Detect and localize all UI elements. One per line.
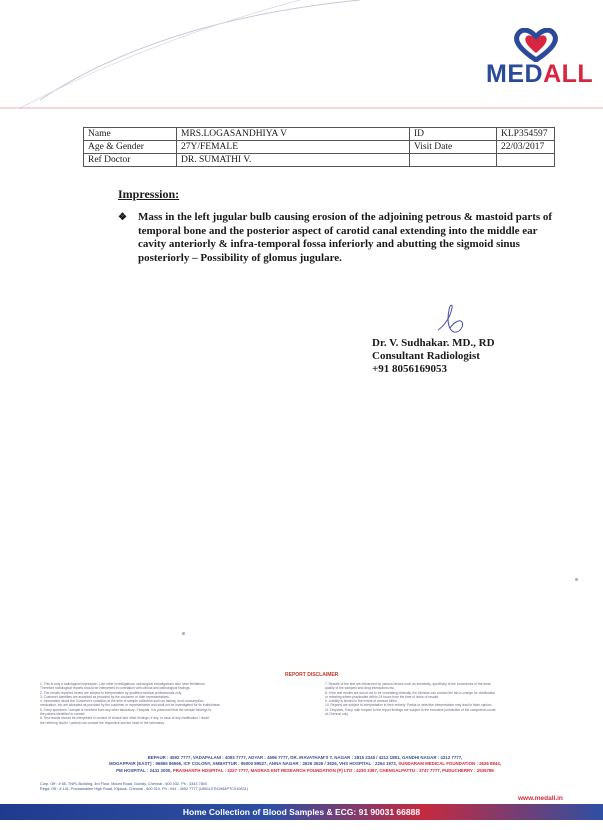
disclaimer-item: 4. Information about the Customer's condition at the time of sample collection such as fasting, food consumption, — [40, 699, 205, 704]
disclaimer-item: Therefore radiological reports should be interpreted in correlation with clinical and pathological findings. — [40, 686, 191, 691]
disclaimer-item: 2. The results reported herein are subject to interpretation by qualified medical professionals only. — [40, 690, 182, 695]
visit-date-label: Visit Date — [410, 141, 497, 154]
doctor-signature — [432, 300, 472, 340]
age-gender-label: Age & Gender — [84, 141, 177, 154]
scan-speck — [575, 578, 578, 581]
empty-cell — [410, 154, 497, 167]
branch-line — [30, 768, 580, 774]
name-label: Name — [84, 128, 177, 141]
registered-office: Regd. Off : # 141, Poonamallee High Road, Kilpauk, Chennai - 600 010. Ph : 044 - 4552 7777 (U85110TN1984PTC010831) — [40, 787, 248, 791]
disclaimer-right-column — [325, 682, 575, 716]
disclaimer-item: the referring doctor / patient can contact the respective service head of the laboratory. — [40, 720, 165, 725]
impression-heading: Impression: — [118, 187, 180, 201]
office-addresses — [40, 782, 248, 792]
impression-finding — [118, 211, 558, 265]
doctor-phone: +91 8056169053 — [372, 363, 448, 375]
patient-info-table — [83, 127, 555, 167]
name-value: MRS.LOGASANDHIYA V — [177, 128, 410, 141]
doctor-details — [372, 337, 495, 376]
branch-highlight: SUNDARAM MEDICAL FOUNDATION : 2626 8844, — [398, 761, 502, 767]
finding-text: Mass in the left jugular bulb causing erosion of the adjoining petrous & mastoid parts of temporal bone and the posterior aspect of carotid canal extending into the middle ear cavity anteriorly & infra-temporal fossa inferiorly and abutting the sigmoid sinus posteriorly – Possibility of glomus jugulare. — [138, 211, 553, 264]
disclaimer-item: or retesting where practicable within 24 hours from the time of issue of results. — [325, 694, 439, 699]
disclaimer-item: 1. This is only a radiological impression. Like other investigations, radiological investigations also have limitations. — [40, 682, 206, 686]
ref-doctor-label: Ref Doctor — [84, 154, 177, 167]
scan-speck — [182, 632, 185, 635]
disclaimer-item: 8. If the test results are found not to be correlating clinically, the clinician can contact the lab in-charge for clarification — [325, 690, 496, 695]
disclaimer-item: at Chennai only. — [325, 712, 349, 717]
table-row — [84, 141, 555, 154]
disclaimer-item: 6. Test results should be interpreted in context of clinical and other findings; if any. In case of any clarification / doubt — [40, 716, 210, 721]
branch-line: BEPAUR : 4592 7777, VADAPALANI : 4093 7777, ADYAR : 4596 7777, DR. IRAVATHAM'S T. NAGAR : 2815 2345 / 4212 1881, GANDHI NAGAR : 4212 7777, — [147, 755, 463, 760]
empty-cell — [497, 154, 555, 167]
home-collection-banner: Home Collection of Blood Samples & ECG: 91 90031 66888 — [0, 804, 603, 820]
disclaimer-item: 11. Disputes, if any, with respect to the report findings are subject to the exclusive jurisdiction of the competent courts — [325, 707, 496, 712]
disclaimer-left-column — [40, 682, 302, 725]
disclaimer-item: quality of the samples and drug interactions etc. — [325, 686, 395, 691]
disclaimer-item: the patient identified or named. — [40, 712, 86, 717]
disclaimer-item: 7. Results of the test are influenced by various factors such as sensitivity, specificity of the procedures of the tests, — [325, 682, 492, 686]
website-link[interactable]: www.medall.in — [518, 795, 563, 802]
doctor-title: Consultant Radiologist — [372, 350, 480, 362]
branch-text: PM HOSPITAL : 2441 2000, — [116, 767, 173, 773]
medall-logo — [486, 28, 594, 98]
table-row — [84, 154, 555, 167]
bullet-icon: ❖ — [118, 212, 127, 223]
disclaimer-item: medication, etc are accepted as provided by the customer or representative and shall not be investigated for its truthfulness. — [40, 703, 221, 708]
disclaimer-item: 9. Liability is limited to the extent of amount billed. — [325, 699, 398, 704]
age-gender-value: 27Y/FEMALE — [177, 141, 410, 154]
doctor-name: Dr. V. Sudhakar. MD., RD — [372, 337, 495, 349]
branch-text: MOGAPPAIR (EAST) : 96865 86566, ICF COLONY, AMBATTUR : 95000 89527, ANNA NAGAR : 2626 3526 / 3626, VHS HOSPITAL : 2254 1972, — [108, 761, 399, 767]
ref-doctor-value: DR. SUMATHI V. — [177, 154, 410, 167]
medall-wordmark: MEDALL — [486, 60, 594, 88]
table-row — [84, 128, 555, 141]
disclaimer-item: 3. Customer identities are accepted as provided by the customer or their representatives. — [40, 694, 170, 699]
branch-highlight: PRASHANTH HOSPITAL : 4227 7777, MADRAS ENT RESEARCH FOUNDATION (P) LTD : 4230 3387, CHENGALPATTU : 3747 7777, PUDUCHERRY : 2535786 — [172, 767, 494, 773]
id-label: ID — [410, 128, 497, 141]
disclaimer-title: REPORT DISCLAIMER — [285, 672, 339, 678]
disclaimer-item: 5. If any specimen / sample is received from any other laboratory / Hospital, it is presumed that the sample belongs to — [40, 707, 212, 712]
medall-heart-icon — [512, 28, 560, 62]
visit-date-value: 22/03/2017 — [497, 141, 555, 154]
disclaimer-item: 10. Reports are subject to interpretation in their entirety. Partial or selective interpretation may lead to false opinion. — [325, 703, 493, 708]
corporate-office: Corp. Off : # 65, TNPL Building, 3rd Floor, Mount Road, Guindy, Chennai - 600 032. Ph : 4343 7800 — [40, 782, 208, 786]
branch-list — [30, 755, 580, 774]
id-value: KLP354597 — [497, 128, 555, 141]
